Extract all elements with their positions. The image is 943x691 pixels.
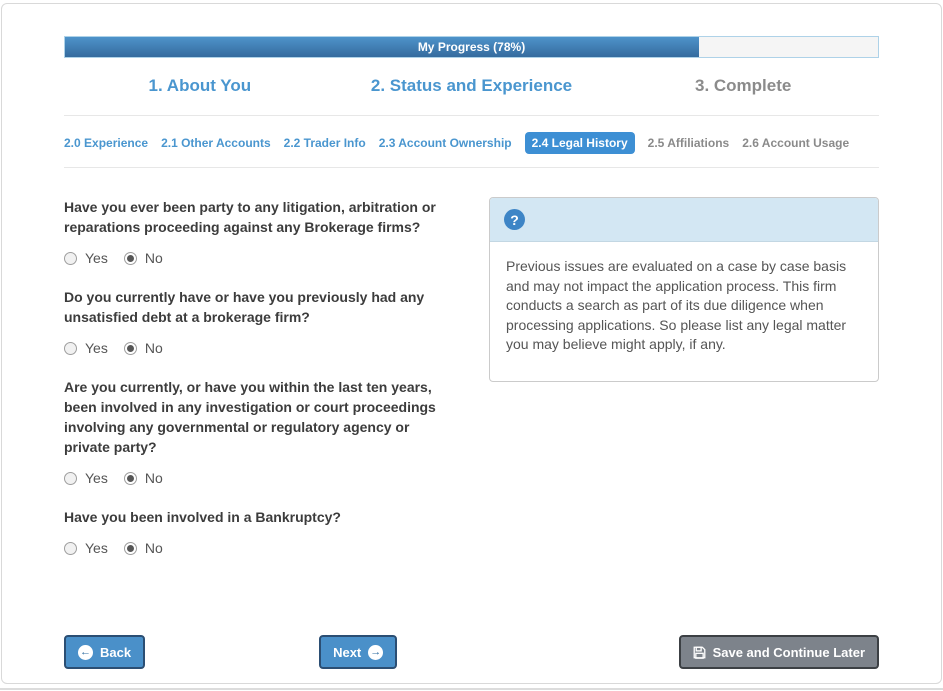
- radio-option-yes[interactable]: [64, 340, 108, 356]
- arrow-circle-right-icon: [368, 645, 383, 660]
- subnav-affiliations: 2.5 Affiliations: [647, 136, 730, 150]
- question-unsatisfied-debt-options: [64, 340, 456, 356]
- radio-no-label: No: [144, 250, 163, 266]
- save-and-continue-later-button[interactable]: [679, 635, 879, 669]
- help-panel-text: Previous issues are evaluated on a case by case basis and may not impact the application process. This firm conducts a search as part of its due diligence when processing applications. So please list any legal matter you may believe might apply, if any.: [506, 258, 847, 352]
- radio-no-label: No: [144, 470, 163, 486]
- back-button[interactable]: [64, 635, 145, 669]
- radio-yes-label: Yes: [85, 470, 108, 486]
- footer-actions: [64, 635, 879, 669]
- questions-column: [64, 197, 456, 577]
- radio-yes-unselected[interactable]: [64, 542, 77, 555]
- radio-yes-label: Yes: [85, 340, 108, 356]
- progress-bar: [64, 36, 879, 58]
- radio-option-no[interactable]: [124, 470, 163, 486]
- question-litigation-options: [64, 250, 456, 266]
- question-text: Have you been involved in a Bankruptcy?: [64, 509, 341, 525]
- progress-label: My Progress (78%): [417, 40, 526, 54]
- radio-no-selected[interactable]: [124, 542, 137, 555]
- subnav-other-accounts[interactable]: 2.1 Other Accounts: [161, 136, 271, 150]
- wizard-card: [1, 3, 942, 684]
- section-subnav: [64, 132, 879, 154]
- radio-yes-unselected[interactable]: [64, 342, 77, 355]
- subnav-legal-history-active[interactable]: 2.4 Legal History: [525, 132, 635, 154]
- next-button[interactable]: [319, 635, 397, 669]
- save-button-label: Save and Continue Later: [712, 644, 865, 660]
- radio-no-selected[interactable]: [124, 472, 137, 485]
- legal-history-form: [64, 197, 879, 577]
- radio-no-selected[interactable]: [124, 342, 137, 355]
- subnav-experience[interactable]: 2.0 Experience: [64, 136, 149, 150]
- next-button-label: Next: [333, 644, 362, 660]
- subnav-trader-info[interactable]: 2.2 Trader Info: [283, 136, 366, 150]
- subnav-account-ownership[interactable]: 2.3 Account Ownership: [378, 136, 512, 150]
- radio-option-no[interactable]: [124, 540, 163, 556]
- radio-no-selected[interactable]: [124, 252, 137, 265]
- radio-option-yes[interactable]: [64, 250, 108, 266]
- save-floppy-icon: [693, 646, 706, 659]
- help-panel: [489, 197, 879, 382]
- radio-no-label: No: [144, 540, 163, 556]
- step-about-you[interactable]: 1. About You: [148, 76, 252, 95]
- radio-option-yes[interactable]: [64, 540, 108, 556]
- step-complete: 3. Complete: [695, 76, 792, 95]
- arrow-circle-left-icon: [78, 645, 93, 660]
- question-investigation-options: [64, 470, 456, 486]
- question-unsatisfied-debt: [64, 287, 456, 356]
- radio-option-no[interactable]: [124, 340, 163, 356]
- back-button-label: Back: [100, 644, 132, 660]
- radio-option-no[interactable]: [124, 250, 163, 266]
- question-text: Have you ever been party to any litigation, arbitration or reparations proceeding against any Brokerage firms?: [64, 199, 436, 235]
- radio-option-yes[interactable]: [64, 470, 108, 486]
- wizard-steps: [64, 76, 879, 96]
- question-bankruptcy-options: [64, 540, 456, 556]
- divider-under-subnav: [64, 167, 879, 168]
- step-status-and-experience[interactable]: 2. Status and Experience: [370, 76, 573, 95]
- help-panel-header: [490, 198, 878, 242]
- question-text: Are you currently, or have you within the last ten years, been involved in any investigation or court proceedings involving any governmental or regulatory agency or private party?: [64, 379, 436, 455]
- question-litigation: [64, 197, 456, 266]
- question-text: Do you currently have or have you previously had any unsatisfied debt at a brokerage firm?: [64, 289, 425, 325]
- question-circle-icon: [504, 209, 525, 230]
- radio-yes-label: Yes: [85, 540, 108, 556]
- radio-yes-unselected[interactable]: [64, 252, 77, 265]
- radio-yes-unselected[interactable]: [64, 472, 77, 485]
- question-investigation: [64, 377, 456, 486]
- question-bankruptcy: [64, 507, 456, 556]
- radio-no-label: No: [144, 340, 163, 356]
- radio-yes-label: Yes: [85, 250, 108, 266]
- subnav-account-usage: 2.6 Account Usage: [742, 136, 850, 150]
- window-bottom-edge: [0, 688, 943, 690]
- divider-under-steps: [64, 115, 879, 116]
